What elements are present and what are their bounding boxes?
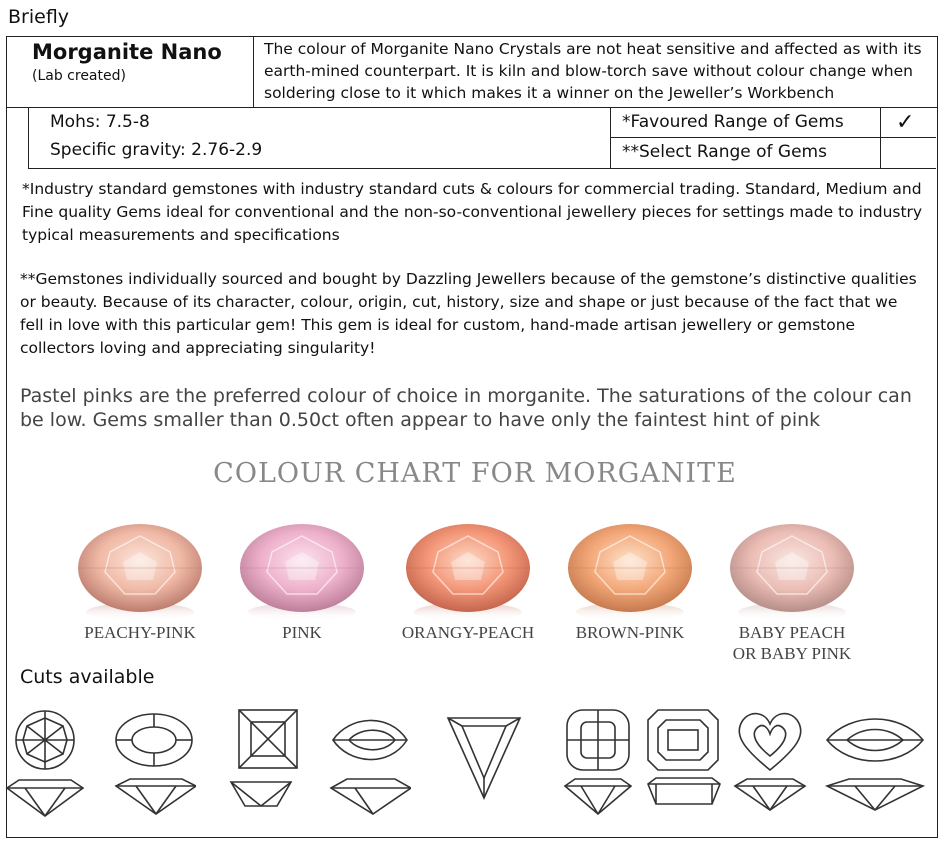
oval-side-profile-icon <box>114 776 196 824</box>
specific-gravity: Specific gravity: 2.76-2.9 <box>50 140 263 160</box>
princess-side-profile-icon <box>229 776 307 824</box>
colour-chart-title: COLOUR CHART FOR MORGANITE <box>213 458 737 489</box>
marquise-cut-icon <box>825 708 925 776</box>
favoured-note: *Industry standard gemstones with industry standard cuts & colours for commercial trading. Standard, Medium and Fine quality Gems ideal for conventional and the non-so-conventional jewellery pieces for settings made to industry typical measurements and specifications <box>22 180 923 244</box>
table-divider <box>28 107 29 169</box>
gem-swatch <box>237 522 367 622</box>
favoured-range-label: *Favoured Range of Gems <box>622 112 844 132</box>
heart-side-profile-icon <box>733 776 807 824</box>
table-divider <box>28 168 936 169</box>
checkmark-icon: ✓ <box>896 110 915 135</box>
gem-swatch <box>403 522 533 622</box>
pear-side-profile-icon <box>329 776 411 824</box>
cushion-cut-icon <box>563 708 633 776</box>
select-range-label: **Select Range of Gems <box>622 142 827 162</box>
cushion-side-profile-icon <box>563 776 633 824</box>
table-divider <box>880 107 881 169</box>
heart-cut-icon <box>733 708 807 776</box>
gem-label: PINK <box>282 623 322 642</box>
table-divider <box>610 137 936 138</box>
gem-label: PEACHY-PINK <box>84 623 196 642</box>
gem-label: ORANGY-PEACH <box>401 623 535 642</box>
gem-swatch <box>727 522 857 622</box>
gem-swatch <box>565 522 695 622</box>
emerald-side-profile-icon <box>646 776 722 824</box>
table-divider <box>253 36 254 107</box>
princess-cut-icon <box>229 708 307 776</box>
gem-label: BABY PEACH OR BABY PINK <box>732 623 852 663</box>
pastel-note: Pastel pinks are the preferred colour of choice in morganite. The saturations of the colour can be low. Gems smaller than 0.50ct often appear to have only the faintest hint of pink <box>20 385 912 431</box>
trillion-cut-icon <box>440 712 528 808</box>
emerald-cut-icon <box>646 708 722 776</box>
page-heading: Briefly <box>8 6 70 28</box>
marquise-side-profile-icon <box>825 776 925 824</box>
pear-cut-icon <box>329 708 411 776</box>
mohs-hardness: Mohs: 7.5-8 <box>50 112 150 132</box>
round-cut-icon <box>5 708 85 776</box>
product-name: Morganite Nano <box>32 40 222 64</box>
product-description: The colour of Morganite Nano Crystals are not heat sensitive and affected as with its earth-mined counterpart. It is kiln and blow-torch save without colour change when soldering close to it which makes it a winner on the Jeweller’s Workbench <box>264 40 922 102</box>
cuts-label: Cuts available <box>20 666 155 688</box>
product-subtitle: (Lab created) <box>32 68 126 84</box>
table-divider <box>610 107 611 169</box>
oval-cut-icon <box>114 708 196 776</box>
round-side-profile-icon <box>5 776 85 824</box>
table-divider <box>6 107 938 108</box>
gem-swatch <box>75 522 205 622</box>
gem-label: BROWN-PINK <box>575 623 685 642</box>
select-note: **Gemstones individually sourced and bought by Dazzling Jewellers because of the gemstone’s distinctive qualities or beauty. Because of its character, colour, origin, cut, history, size and shape or just because of the fact that we fell in love with this particular gem! This gem is ideal for custom, hand-made artisan jewellery or gemstone collectors loving and appreciating singularity! <box>20 270 917 357</box>
